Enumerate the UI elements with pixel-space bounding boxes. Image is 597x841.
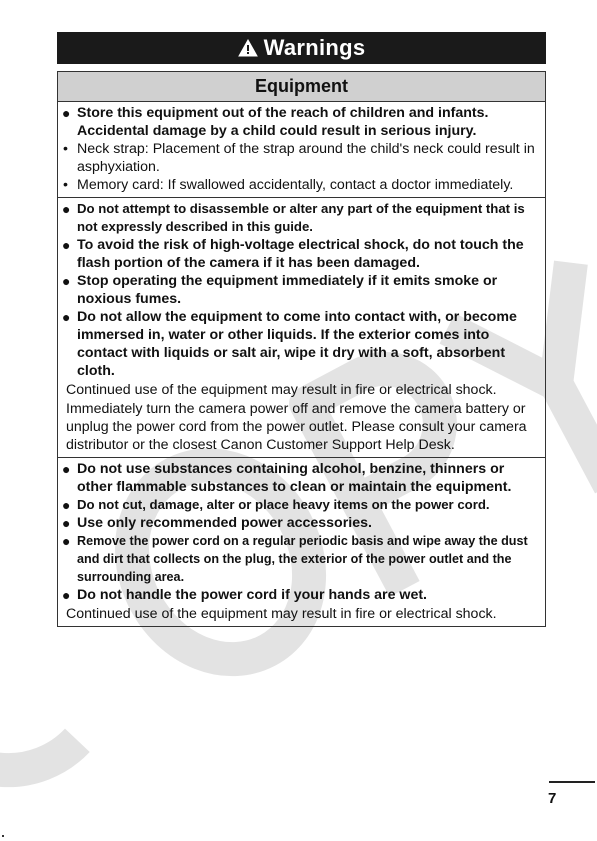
section-title: Equipment [58,72,545,102]
list-item: ● Do not attempt to disassemble or alter any part of the equipment that is not expressly described in this guide. [62,201,525,234]
list-item: ● Use only recommended power accessories. [62,515,372,531]
list-item: ● Do not cut, damage, alter or place heavy items on the power cord. [62,497,490,513]
sub-item: • Memory card: If swallowed accidentally, contact a doctor immediately. [63,177,514,193]
list-item: ● Remove the power cord on a regular periodic basis and wipe away the dust and dirt that collects on the plug, the exterior of the power outlet and the surrounding area. [62,533,528,584]
bullet-icon: ● [62,461,71,477]
list-item: ● Do not allow the equipment to come into contact with, or become immersed in, water or other liquids. If the exterior comes into contact with liquids or salt air, wipe it dry with a soft, absorbent cloth. [62,309,517,379]
bullet-icon: ● [62,105,71,121]
paragraph: Immediately turn the camera power off and remove the camera battery or unplug the power cord from the power outlet. Please consult your camera distributor or the closest Canon Customer Support Help Desk. [66,401,527,453]
bullet-icon: ● [62,515,71,531]
paragraph: Continued use of the equipment may result in fire or electrical shock. [66,382,497,398]
list-item: ● Do not use substances containing alcohol, benzine, thinners or other flammable substances to clean or maintain the equipment. [62,461,512,495]
bullet-icon: ● [62,309,71,325]
warning-triangle-icon [238,39,258,57]
bullet-icon: ● [62,237,71,253]
bullet-icon: ● [62,587,71,603]
list-item: ● To avoid the risk of high-voltage electrical shock, do not touch the flash portion of the camera if it has been damaged. [62,237,524,271]
list-item: ● Do not handle the power cord if your hands are wet. [62,587,427,603]
dot-icon: • [63,141,68,157]
warning-group-1 [58,102,545,198]
dot-icon: • [63,177,68,193]
bullet-icon: ● [62,497,71,513]
corner-mark [2,835,4,837]
bullet-icon: ● [62,201,71,217]
page-number: 7 [548,790,557,807]
warning-group-2 [58,198,545,458]
warning-group-3 [58,458,545,626]
list-item: ● Stop operating the equipment immediately if it emits smoke or noxious fumes. [62,273,498,307]
bullet-icon: ● [62,273,71,289]
sub-item: • Neck strap: Placement of the strap around the child's neck could result in asphyxiation. [63,141,535,175]
warnings-banner [57,32,546,64]
banner-title: Warnings [263,35,366,60]
footer-rule [549,781,595,783]
equipment-box [57,71,546,627]
bullet-icon: ● [62,533,71,549]
list-item: ● Store this equipment out of the reach of children and infants. Accidental damage by a child could result in serious injury. [62,105,489,139]
paragraph: Continued use of the equipment may result in fire or electrical shock. [66,606,497,622]
